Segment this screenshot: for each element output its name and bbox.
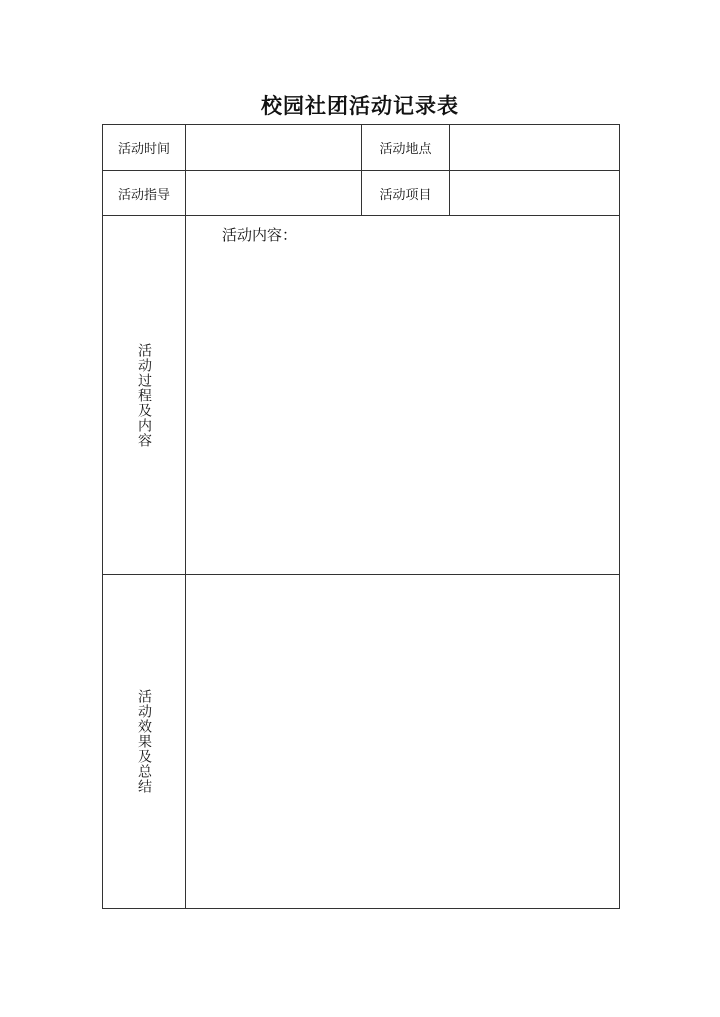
activity-time-label: 活动时间	[117, 142, 170, 157]
activity-project-label: 活动项目	[379, 187, 432, 203]
activity-guide-field[interactable]	[186, 171, 361, 215]
activity-guide-label: 活动指导	[117, 187, 170, 203]
activity-content-field[interactable]	[186, 251, 619, 574]
activity-time-field[interactable]	[186, 125, 361, 170]
page-title: 校园社团活动记录表	[261, 93, 459, 118]
effect-section-text: 活动效果及总结	[136, 689, 152, 794]
activity-place-field[interactable]	[450, 125, 619, 170]
activity-place-label: 活动地点	[379, 142, 432, 157]
content-label: 活动内容：	[222, 226, 298, 244]
process-section-text: 活动过程及内容	[136, 342, 152, 448]
process-section-label	[103, 216, 185, 574]
effect-section-label	[103, 575, 185, 908]
record-form	[102, 124, 620, 909]
activity-project-field[interactable]	[450, 171, 619, 215]
activity-effect-field[interactable]	[186, 575, 619, 908]
